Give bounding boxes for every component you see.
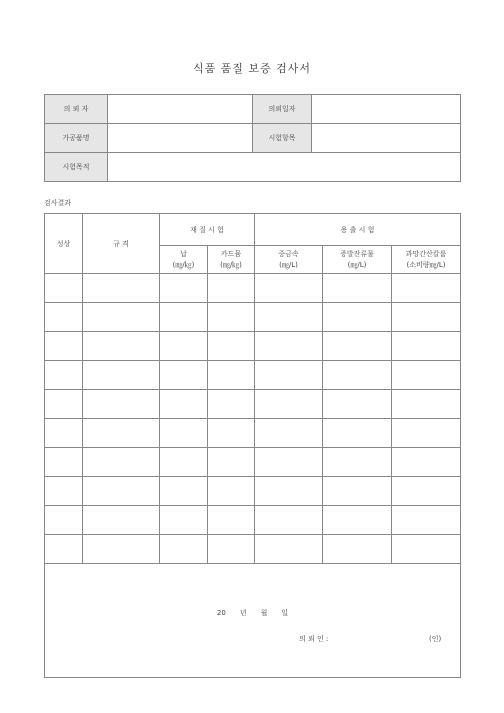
result-row bbox=[45, 477, 461, 506]
permanganate-unit: (소비량㎎/L) bbox=[406, 260, 446, 269]
result-cell[interactable] bbox=[208, 419, 255, 448]
result-row bbox=[45, 419, 461, 448]
results-table bbox=[44, 213, 461, 678]
month-label: 월 bbox=[260, 609, 268, 617]
result-cell[interactable] bbox=[255, 274, 323, 303]
result-cell[interactable] bbox=[323, 303, 392, 332]
lead-name: 납 bbox=[180, 249, 187, 258]
result-cell[interactable] bbox=[83, 390, 160, 419]
result-row bbox=[45, 274, 461, 303]
result-cell[interactable] bbox=[45, 419, 83, 448]
result-row bbox=[45, 535, 461, 564]
spec-header: 규 격 bbox=[83, 214, 160, 274]
result-cell[interactable] bbox=[255, 506, 323, 535]
requester-signature-label: 의 뢰 인 : bbox=[299, 635, 329, 643]
document-title: 식품 품질 보증 검사서 bbox=[192, 62, 312, 75]
evaporation-residue-header bbox=[323, 246, 392, 274]
test-purpose-label: 시험목적 bbox=[45, 153, 108, 182]
result-cell[interactable] bbox=[160, 535, 208, 564]
result-cell[interactable] bbox=[392, 419, 461, 448]
permanganate-name: 과망간산칼륨 bbox=[405, 249, 447, 258]
result-cell[interactable] bbox=[323, 390, 392, 419]
result-cell[interactable] bbox=[45, 332, 83, 361]
leaching-test-header: 용 출 시 험 bbox=[255, 214, 461, 246]
heavy-metal-unit: (㎎/L) bbox=[279, 260, 298, 269]
heavy-metal-name: 중금속 bbox=[278, 249, 299, 258]
result-cell[interactable] bbox=[392, 448, 461, 477]
result-cell[interactable] bbox=[160, 419, 208, 448]
product-name-field[interactable] bbox=[108, 124, 253, 153]
result-cell[interactable] bbox=[160, 303, 208, 332]
result-cell[interactable] bbox=[255, 477, 323, 506]
requester-label: 의 뢰 자 bbox=[45, 95, 108, 124]
result-cell[interactable] bbox=[160, 361, 208, 390]
result-cell[interactable] bbox=[83, 419, 160, 448]
result-cell[interactable] bbox=[160, 506, 208, 535]
result-cell[interactable] bbox=[160, 390, 208, 419]
result-cell[interactable] bbox=[392, 274, 461, 303]
result-cell[interactable] bbox=[392, 477, 461, 506]
result-cell[interactable] bbox=[392, 506, 461, 535]
evaporation-residue-name: 증발잔류물 bbox=[340, 249, 374, 258]
result-cell[interactable] bbox=[392, 303, 461, 332]
result-cell[interactable] bbox=[45, 390, 83, 419]
cadmium-header bbox=[208, 246, 255, 274]
result-cell[interactable] bbox=[160, 332, 208, 361]
result-cell[interactable] bbox=[83, 332, 160, 361]
result-cell[interactable] bbox=[392, 361, 461, 390]
year-label: 년 bbox=[239, 609, 247, 617]
result-cell[interactable] bbox=[208, 477, 255, 506]
result-cell[interactable] bbox=[323, 448, 392, 477]
result-cell[interactable] bbox=[323, 361, 392, 390]
result-row bbox=[45, 506, 461, 535]
lead-unit: (㎎/㎏) bbox=[172, 260, 195, 269]
heavy-metal-header bbox=[255, 246, 323, 274]
result-cell[interactable] bbox=[83, 361, 160, 390]
product-name-label: 가공품명 bbox=[45, 124, 108, 153]
result-cell[interactable] bbox=[323, 506, 392, 535]
result-cell[interactable] bbox=[323, 419, 392, 448]
result-cell[interactable] bbox=[208, 448, 255, 477]
result-cell[interactable] bbox=[208, 535, 255, 564]
result-cell[interactable] bbox=[255, 390, 323, 419]
evaporation-residue-unit: (㎎/L) bbox=[347, 260, 367, 269]
result-cell[interactable] bbox=[208, 506, 255, 535]
test-purpose-field[interactable] bbox=[108, 153, 461, 182]
result-cell[interactable] bbox=[45, 303, 83, 332]
result-cell[interactable] bbox=[83, 448, 160, 477]
result-cell[interactable] bbox=[392, 535, 461, 564]
permanganate-header bbox=[392, 246, 461, 274]
test-items-label: 시험항목 bbox=[253, 124, 312, 153]
result-cell[interactable] bbox=[208, 332, 255, 361]
result-cell[interactable] bbox=[45, 448, 83, 477]
result-row bbox=[45, 303, 461, 332]
year-prefix: 20 bbox=[216, 609, 226, 617]
result-cell[interactable] bbox=[255, 448, 323, 477]
result-cell[interactable] bbox=[392, 332, 461, 361]
result-row bbox=[45, 361, 461, 390]
result-cell[interactable] bbox=[160, 448, 208, 477]
result-cell[interactable] bbox=[83, 506, 160, 535]
result-cell[interactable] bbox=[208, 274, 255, 303]
result-cell[interactable] bbox=[45, 477, 83, 506]
result-cell[interactable] bbox=[83, 274, 160, 303]
result-cell[interactable] bbox=[208, 303, 255, 332]
result-cell[interactable] bbox=[83, 477, 160, 506]
test-items-field[interactable] bbox=[312, 124, 461, 153]
cadmium-unit: (㎎/㎏) bbox=[220, 260, 242, 269]
result-cell[interactable] bbox=[160, 477, 208, 506]
requester-field[interactable] bbox=[108, 95, 253, 124]
cadmium-name: 카드뮴 bbox=[220, 249, 242, 258]
signature-area bbox=[45, 564, 461, 678]
result-cell[interactable] bbox=[255, 419, 323, 448]
result-cell[interactable] bbox=[208, 361, 255, 390]
result-cell[interactable] bbox=[160, 274, 208, 303]
date-line bbox=[45, 608, 460, 618]
result-cell[interactable] bbox=[45, 361, 83, 390]
result-cell[interactable] bbox=[255, 361, 323, 390]
result-cell[interactable] bbox=[83, 303, 160, 332]
result-cell[interactable] bbox=[255, 332, 323, 361]
result-cell[interactable] bbox=[45, 535, 83, 564]
result-cell[interactable] bbox=[323, 274, 392, 303]
result-cell[interactable] bbox=[323, 535, 392, 564]
result-cell[interactable] bbox=[323, 332, 392, 361]
result-row bbox=[45, 332, 461, 361]
request-date-field[interactable] bbox=[312, 95, 461, 124]
result-cell[interactable] bbox=[45, 506, 83, 535]
residue-test-header: 재 질 시 험 bbox=[160, 214, 255, 246]
result-cell[interactable] bbox=[83, 535, 160, 564]
result-cell[interactable] bbox=[392, 390, 461, 419]
result-row bbox=[45, 390, 461, 419]
result-cell[interactable] bbox=[323, 477, 392, 506]
result-row bbox=[45, 448, 461, 477]
result-cell[interactable] bbox=[255, 535, 323, 564]
appearance-header: 성상 bbox=[45, 214, 83, 274]
result-cell[interactable] bbox=[208, 390, 255, 419]
lead-header bbox=[160, 246, 208, 274]
result-cell[interactable] bbox=[255, 303, 323, 332]
request-info-table bbox=[44, 94, 461, 182]
seal-mark: (인) bbox=[429, 635, 442, 643]
result-cell[interactable] bbox=[45, 274, 83, 303]
results-section-label: 검사결과 bbox=[44, 199, 72, 207]
day-label: 일 bbox=[281, 609, 289, 617]
request-date-label: 의뢰일자 bbox=[253, 95, 312, 124]
